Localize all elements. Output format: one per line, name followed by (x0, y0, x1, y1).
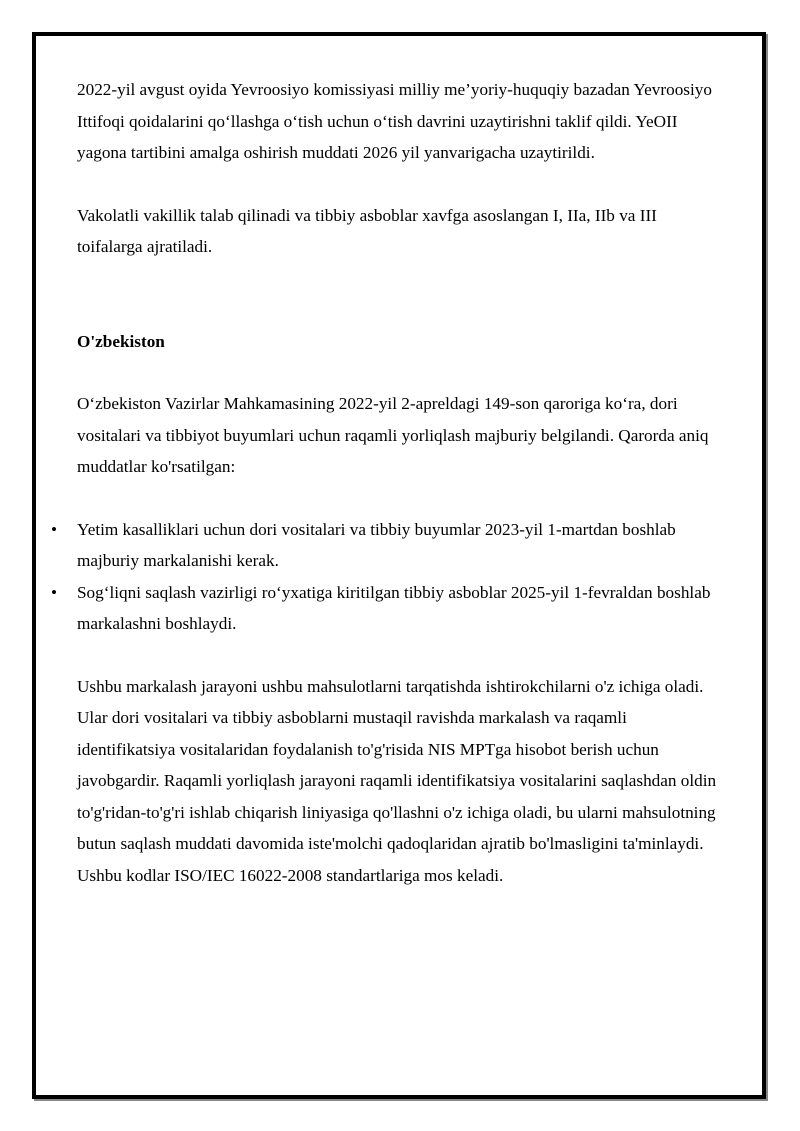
list-item-text: Yetim kasalliklari uchun dori vositalari va tibbiy buyumlar 2023-yil 1-martdan boshlab majburiy markalanishi kerak. (77, 519, 676, 570)
bullet-icon: • (51, 582, 58, 602)
section-heading: O'zbekiston (77, 331, 165, 351)
list-item-text: Sog‘liqni saqlash vazirligi ro‘yxatiga kiritilgan tibbiy asboblar 2025-yil 1-fevraldan boshlab markalashni boshlaydi. (77, 582, 711, 633)
labeling-process-paragraph: Ushbu markalash jarayoni ushbu mahsulotlarni tarqatishda ishtirokchilarni o'z ichiga oladi. Ular dori vositalari va tibbiy asboblarni mustaqil ravishda markalash va raqamli identifikatsiya vositalaridan foydalanish to'g'risida NIS MPTga hisobot berish uchun javobgardir. Raqamli yorliqlash jarayoni raqamli identifikatsiya vositalarini saqlashdan oldin to'g'ridan-to'g'ri ishlab chiqarish liniyasiga qo'llashni o'z ichiga oladi, bu ularni mahsulotning butun saqlash muddati davomida iste'molchi qadoqlaridan ajratib bo'lmasligini ta'minlaydi. Ushbu kodlar ISO/IEC 16022-2008 standartlariga mos keladi. (77, 676, 717, 885)
intro-paragraph: 2022-yil avgust oyida Yevroosiyo komissiyasi milliy me’yoriy-huquqiy bazadan Yevroosiyo Ittifoqi qoidalarini qo‘llashga o‘tish uchun o‘tish davrini uzaytirishni taklif qildi. YeOII yagona tartibini amalga oshirish muddati 2026 yil yanvarigacha uzaytirildi. (77, 80, 712, 162)
decree-paragraph: O‘zbekiston Vazirlar Mahkamasining 2022-yil 2-apreldagi 149-son qaroriga ko‘ra, dori vositalari va tibbiyot buyumlari uchun raqamli yorliqlash majburiy belgilandi. Qarorda aniq muddatlar ko'rsatilgan: (77, 394, 709, 476)
deadline-list (51, 514, 725, 640)
bullet-icon: • (51, 519, 58, 539)
list-item (51, 514, 725, 577)
classification-paragraph: Vakolatli vakillik talab qilinadi va tibbiy asboblar xavfga asoslangan I, IIa, IIb va III toifalarga ajratiladi. (77, 205, 657, 256)
document-body (51, 74, 725, 891)
list-item (51, 577, 725, 640)
